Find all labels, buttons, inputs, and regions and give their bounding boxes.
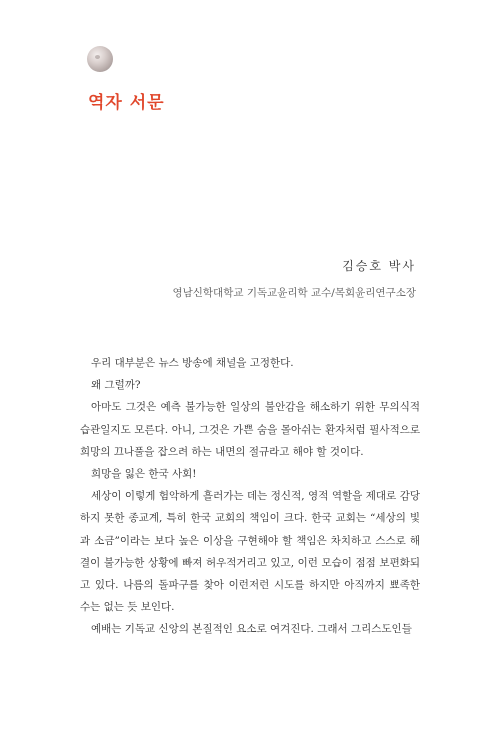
paragraph: 예배는 기독교 신앙의 본질적인 요소로 여겨진다. 그래서 그리스도인들 (91, 623, 412, 636)
body-text (80, 352, 420, 641)
paragraph: 왜 그럴까? (91, 379, 141, 392)
paragraph: 세상이 이렇게 험악하게 흘러가는 데는 정신적, 영적 역할을 제대로 감당하지 못한 종교계, 특히 한국 교회의 책임이 크다. 한국 교회는 “세상의 빛과 소금”이라는 보다 높은 이상을 구현해야 할 책임은 차치하고 스스로 해결이 불가능한 상황에 빠져 허우적거리고 있고, 이런 모습이 점점 보편화되고 있다. 나름의 돌파구를 찾아 이런저런 시도를 하지만 아직까지 뾰족한 수는 없는 듯 보인다. (80, 490, 420, 614)
author-affiliation: 영남신학대학교 기독교윤리학 교수/목회윤리연구소장 (172, 287, 416, 299)
chapter-title: 역자 서문 (88, 93, 165, 113)
author-name: 김승호 박사 (342, 259, 416, 273)
chapter-ornament-icon (87, 46, 113, 72)
paragraph: 우리 대부분은 뉴스 방송에 채널을 고정한다. (91, 357, 294, 369)
paragraph: 희망을 잃은 한국 사회! (91, 468, 197, 481)
paragraph: 아마도 그것은 예측 불가능한 일상의 불안감을 해소하기 위한 무의식적 습관일지도 모른다. 아니, 그것은 가쁜 숨을 몰아쉬는 환자처럼 필사적으로 희망의 끄나풀을 잡으려 하는 내면의 절규라고 해야 할 것이다. (80, 401, 420, 458)
